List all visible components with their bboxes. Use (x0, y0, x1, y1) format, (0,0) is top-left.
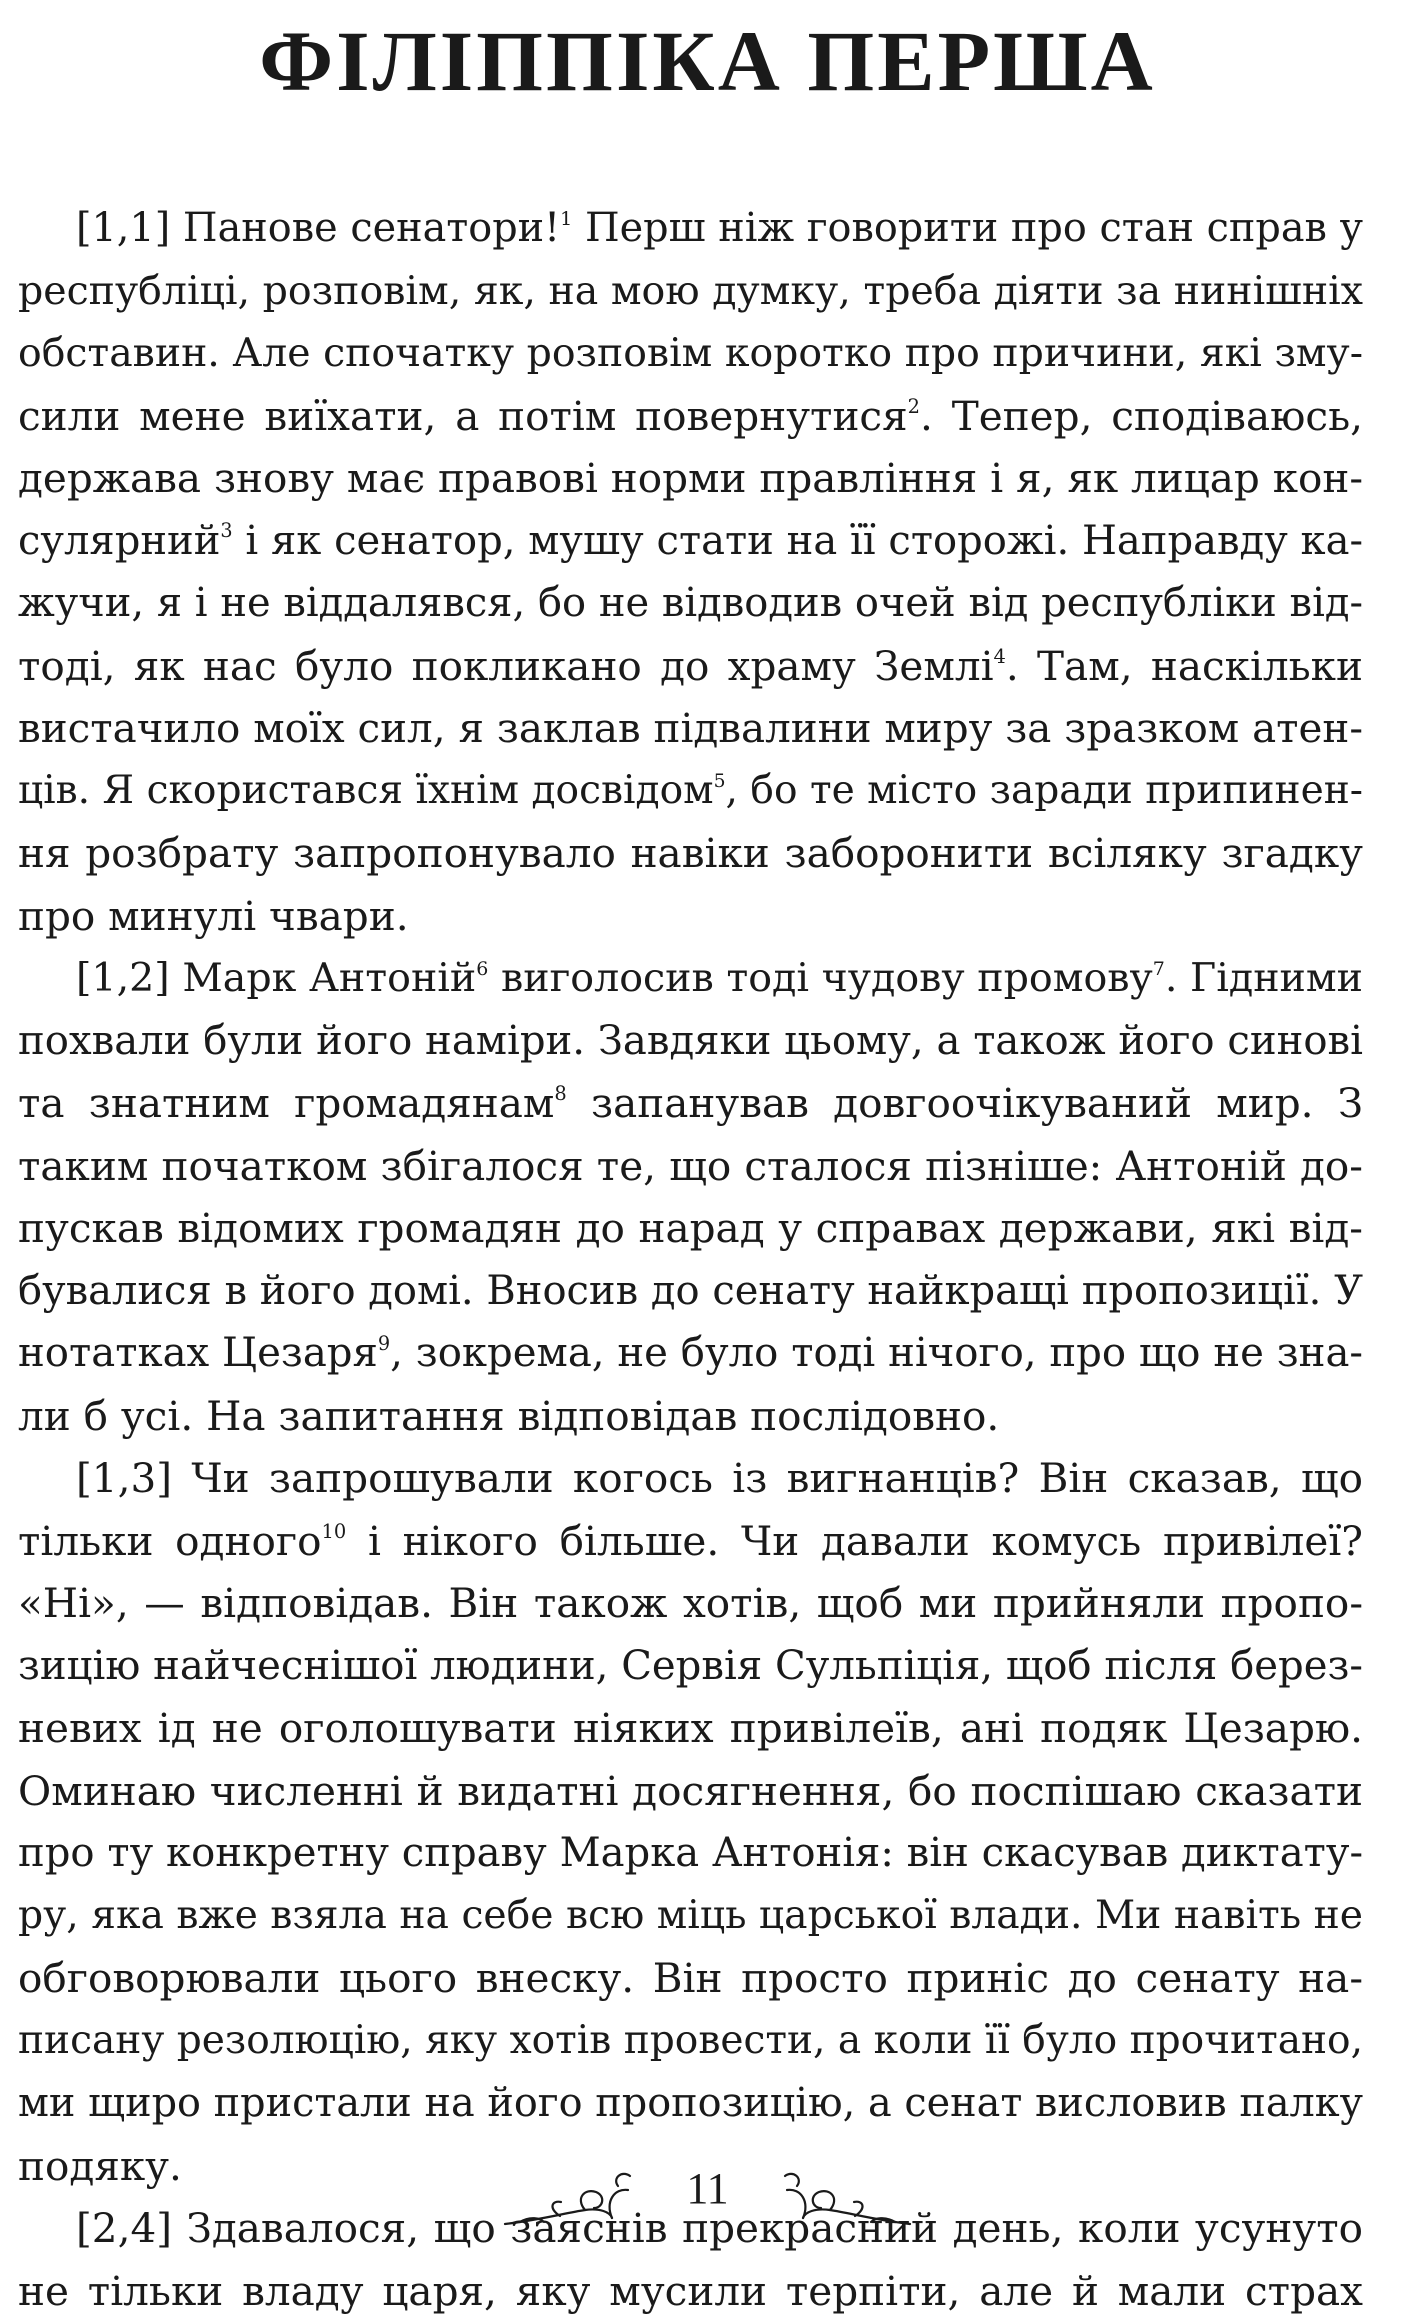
text-line (18, 1885, 1363, 1948)
text-line (18, 1135, 1363, 1198)
text-run: подяку. (18, 2142, 182, 2190)
text-line (18, 1260, 1363, 1323)
text-run: , зокрема, не було тоді нічого, про що не зна- (390, 1330, 1363, 1376)
text-run: похвали були його наміри. Завдяки цьому, а також його синові (18, 1018, 1363, 1064)
text-run: сили мене виїхати, а потім повернутися (18, 392, 908, 440)
text-line (18, 1947, 1363, 2010)
footnote-marker: 6 (476, 958, 488, 980)
text-run: та знатним громадянам (18, 1079, 554, 1127)
text-line (18, 1635, 1363, 1698)
text-line (18, 1697, 1363, 1760)
text-run: республіці, розповім, як, на мою думку, треба діяти за нинішніх (18, 268, 1363, 314)
footnote-marker: 1 (560, 208, 572, 230)
text-line (18, 635, 1363, 698)
text-run: пускав відомих громадян до нарад у справах держави, які від- (18, 1204, 1363, 1252)
text-run: невих ід не оголошувати ніяких привілеїв, ані подяк Цезарю. (18, 1704, 1363, 1752)
text-line (18, 2010, 1363, 2073)
text-run: ців. Я скористався їхнім досвідом (18, 768, 714, 813)
text-line (18, 947, 1363, 1010)
text-run: [2,4] Здавалося, що заяснів прекрасний день, коли усунуто (76, 2204, 1363, 2252)
text-run: [1,3] Чи запрошували когось із вигнанців? Він сказав, що (76, 1454, 1363, 1502)
text-run: бувалися в його домі. Вносив до сенату найкращі пропозиції. У (18, 1268, 1363, 1314)
text-line (18, 322, 1363, 385)
footnote-marker: 5 (714, 771, 726, 792)
text-line (18, 1822, 1363, 1885)
page-number: 11 (0, 2164, 1415, 2214)
text-line (18, 885, 1363, 948)
text-line (18, 447, 1363, 510)
footnote-marker: 10 (321, 1520, 346, 1543)
text-run: нотатках Цезаря (18, 1330, 378, 1376)
footnote-marker: 4 (994, 645, 1006, 668)
text-run: . Тепер, сподіваюсь, (920, 392, 1363, 440)
paragraph (18, 947, 1363, 1447)
text-run: Перш ніж говорити про стан справ у (572, 205, 1363, 251)
text-line (18, 572, 1363, 635)
text-run: . Там, наскільки (1006, 642, 1363, 690)
text-run: писану резолюцію, яку хотів провести, а коли її було прочитано, (18, 2018, 1363, 2063)
text-run: сулярний (18, 518, 220, 564)
body-text (18, 197, 1363, 2322)
text-run: вистачило моїх сил, я заклав підвалини миру за зразком атен- (18, 704, 1363, 752)
paragraph (18, 1447, 1363, 2197)
text-line (18, 1510, 1363, 1573)
text-run: , бо те місто заради припинен- (726, 768, 1363, 813)
footnote-marker: 9 (378, 1332, 390, 1355)
text-run: таким початком збігалося те, що сталося пізніше: Антоній до- (18, 1142, 1363, 1190)
text-run: Оминаю численні й видатні досягнення, бо поспішаю сказати (18, 1767, 1363, 1815)
text-line (18, 1197, 1363, 1260)
text-line (18, 1572, 1363, 1635)
text-run: і як сенатор, мушу стати на її сторожі. Направду ка- (233, 518, 1363, 564)
text-line (18, 1447, 1363, 1510)
text-line (18, 385, 1363, 448)
text-line (18, 2260, 1363, 2322)
text-run: ру, яка вже взяла на себе всю міць царської влади. Ми навіть не (18, 1893, 1363, 1938)
text-run: зицію найчеснішої людини, Сервія Сульпіція, щоб після берез- (18, 1643, 1363, 1689)
footnote-marker: 2 (908, 395, 920, 418)
text-run: про ту конкретну справу Марка Антонія: він скасував диктату- (18, 1830, 1363, 1876)
text-run: і нікого більше. Чи давали комусь привілеї? (346, 1517, 1363, 1565)
footnote-marker: 8 (554, 1082, 566, 1105)
text-run: тільки одного (18, 1517, 321, 1565)
paragraph (18, 197, 1363, 947)
text-run: тоді, як нас було покликано до храму Землі (18, 642, 994, 690)
text-run: виголосив тоді чудову промову (488, 955, 1152, 1001)
text-line (18, 197, 1363, 260)
text-line (18, 1385, 1363, 1448)
text-line (18, 760, 1363, 823)
text-run: держава знову має правові норми правління і я, як лицар кон- (18, 454, 1363, 502)
text-run: [1,1] Панове сенатори! (76, 205, 560, 251)
text-run: «Ні», — відповідав. Він також хотів, щоб ми прийняли пропо- (18, 1579, 1363, 1627)
text-line (18, 260, 1363, 323)
text-line (18, 1072, 1363, 1135)
text-line (18, 1010, 1363, 1073)
text-run: про минулі чвари. (18, 892, 409, 940)
text-run: [1,2] Марк Антоній (76, 955, 476, 1001)
page-title: ФІЛІППІКА ПЕРША (0, 6, 1415, 116)
text-run: обставин. Але спочатку розповім коротко про причини, які зму- (18, 330, 1363, 376)
text-run: ми щиро пристали на його пропозицію, а сенат висловив палку (18, 2080, 1363, 2126)
text-line (18, 697, 1363, 760)
text-line (18, 2072, 1363, 2135)
text-run: жучи, я і не віддалявся, бо не відводив очей від республіки від- (18, 580, 1363, 626)
footnote-marker: 3 (220, 519, 232, 542)
text-run: обговорювали цього внеску. Він просто приніс до сенату на- (18, 1954, 1363, 2002)
text-line (18, 1760, 1363, 1823)
text-run: . Гідними (1165, 955, 1363, 1001)
text-line (18, 822, 1363, 885)
text-run: не тільки владу царя, яку мусили терпіти, але й мали страх (18, 2267, 1363, 2315)
text-run: ли б усі. На запитання відповідав послідовно. (18, 1392, 999, 1440)
text-line (18, 1322, 1363, 1385)
text-run: ня розбрату запропонувало навіки заборонити всіляку згадку (18, 829, 1363, 877)
footnote-marker: 7 (1153, 958, 1165, 980)
text-line (18, 510, 1363, 573)
text-run: запанував довгоочікуваний мир. З (567, 1079, 1363, 1127)
